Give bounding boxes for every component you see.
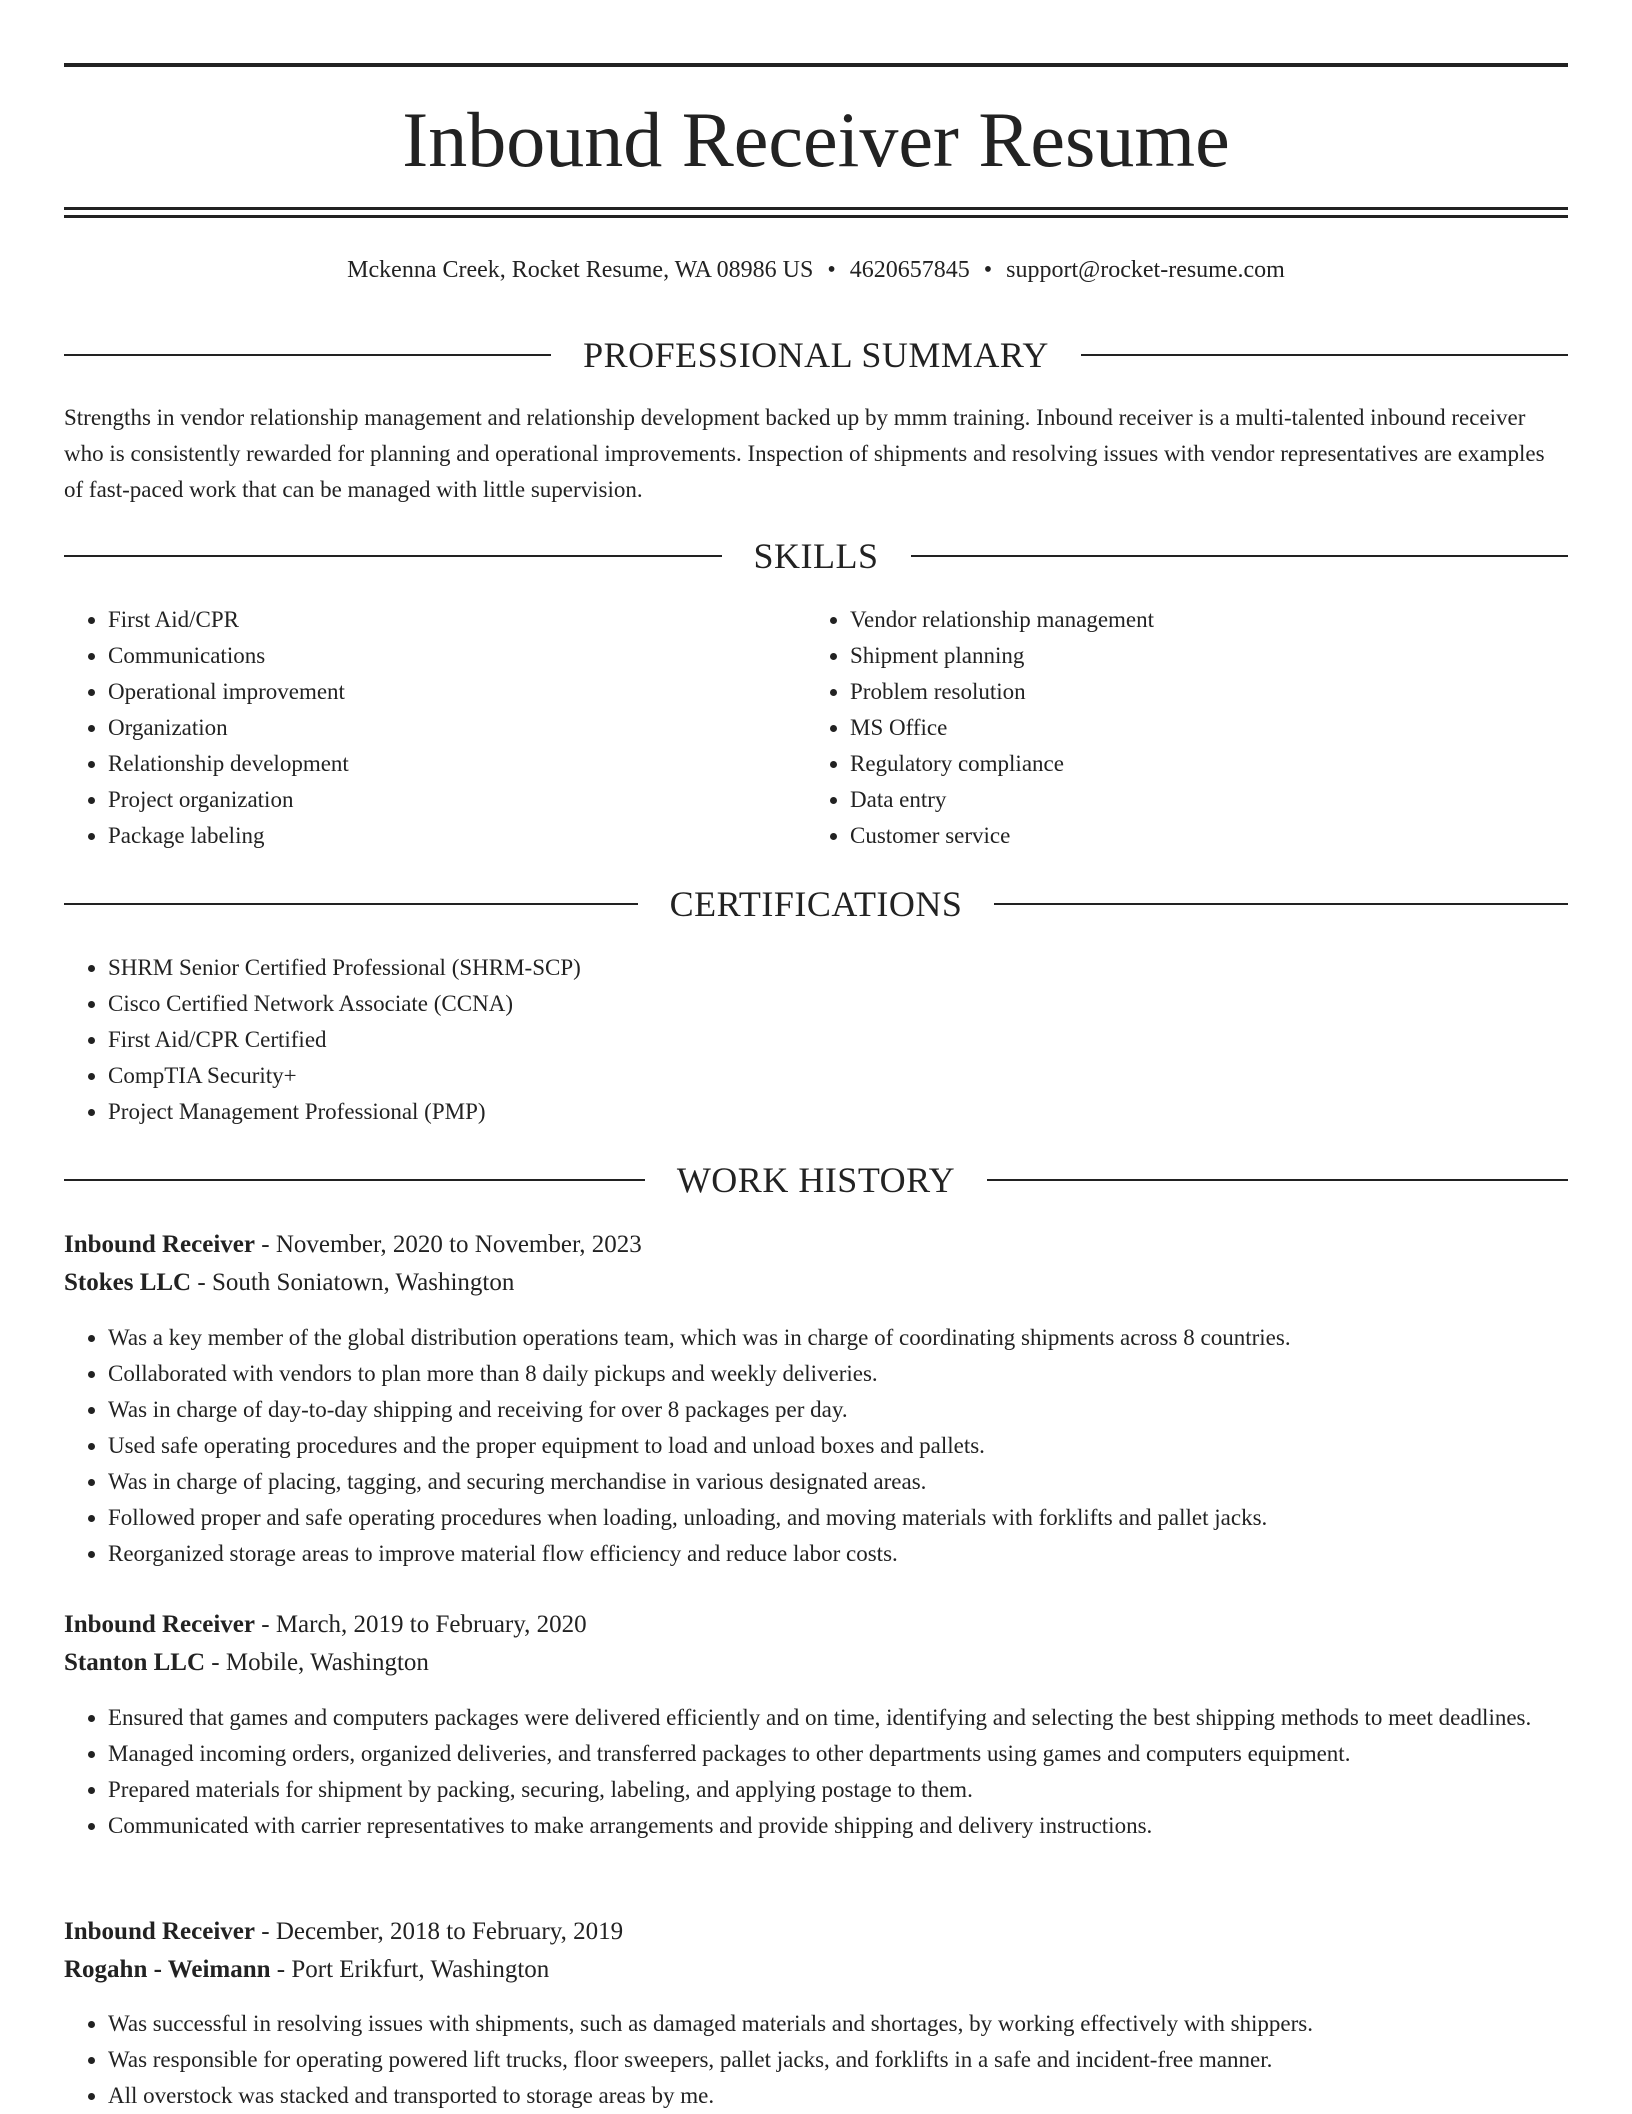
- job-bullet-item: • Collaborated with vendors to plan more than 8 daily pickups and weekly deliveries.: [108, 1356, 1568, 1392]
- contact-phone: 4620657845: [849, 257, 970, 283]
- heading-rule: [64, 903, 638, 905]
- heading-rule: [64, 1179, 645, 1181]
- skill-item: • Project organization: [108, 782, 808, 818]
- job-dash: -: [270, 1956, 292, 1983]
- job-dash: -: [254, 1231, 276, 1258]
- contact-line: [64, 254, 1568, 286]
- job-bullet-item: • Reorganized storage areas to improve material flow efficiency and reduce labor costs.: [108, 1536, 1568, 1572]
- skills-heading: [64, 534, 1568, 578]
- job-bullet-item: • Was a key member of the global distribution operations team, which was in charge of coordinating shipments across 8 countries.: [108, 1320, 1568, 1356]
- job-title: Inbound Receiver: [64, 1611, 255, 1638]
- certification-item: • Project Management Professional (PMP): [108, 1094, 1568, 1130]
- job-bullet-item: • Ensured that games and computers packages were delivered efficiently and on time, identifying and selecting the best shipping methods to meet deadlines.: [108, 1700, 1568, 1736]
- job-dates: March, 2019 to February, 2020: [275, 1611, 587, 1638]
- contact-address: Mckenna Creek, Rocket Resume, WA 08986 US: [347, 257, 814, 283]
- skill-item: • Customer service: [850, 818, 1612, 854]
- job-dash: -: [205, 1649, 226, 1676]
- skill-item: • Relationship development: [108, 746, 808, 782]
- certification-item: • Cisco Certified Network Associate (CCNA): [108, 986, 1568, 1022]
- skills-list-left: [64, 602, 808, 854]
- contact-email: support@rocket-resume.com: [1006, 257, 1285, 283]
- job-title: Inbound Receiver: [64, 1231, 255, 1258]
- job-dash: -: [191, 1269, 212, 1296]
- heading-rule: [1081, 354, 1568, 356]
- summary-text: Strengths in vendor relationship management and relationship development backed up by mmm training. Inbound receiver is a multi-talented inbound receiver who is consistently rewarded for planning and operational improvements. Inspection of shipments and resolving issues with vendor representatives are examples of fast-paced work that can be managed with little supervision.: [64, 405, 1545, 502]
- page-title: Inbound Receiver Resume: [402, 96, 1230, 183]
- job-bullet-item: • Used safe operating procedures and the proper equipment to load and unload boxes and pallets.: [108, 1428, 1568, 1464]
- job-bullet-item: • Was responsible for operating powered lift trucks, floor sweepers, pallet jacks, and forklifts in a safe and incident-free manner.: [108, 2042, 1568, 2078]
- job-bullets: [64, 1320, 1568, 1572]
- job-dash: -: [254, 1611, 276, 1638]
- heading-rule: [64, 354, 551, 356]
- job-bullet-item: • Was in charge of placing, tagging, and securing merchandise in various designated areas.: [108, 1464, 1568, 1500]
- skill-item: • Operational improvement: [108, 674, 808, 710]
- skill-item: • Communications: [108, 638, 808, 674]
- job-company-line: [64, 1951, 1568, 1989]
- skill-item: • Package labeling: [108, 818, 808, 854]
- job-company: Stanton LLC: [64, 1649, 206, 1676]
- job-title: Inbound Receiver: [64, 1918, 255, 1945]
- skill-item: • Problem resolution: [850, 674, 1612, 710]
- skills-heading-label: SKILLS: [753, 536, 879, 576]
- top-rule: [64, 63, 1568, 67]
- job-dates: November, 2020 to November, 2023: [275, 1231, 642, 1258]
- job-title-line: [64, 1913, 1568, 1951]
- job-location: South Soniatown, Washington: [211, 1269, 515, 1296]
- summary-heading-label: PROFESSIONAL SUMMARY: [583, 335, 1049, 375]
- job-dates: December, 2018 to February, 2019: [275, 1918, 624, 1945]
- certifications-heading: [64, 882, 1568, 926]
- job-bullets: [64, 1700, 1568, 1844]
- skill-item: • Shipment planning: [850, 638, 1612, 674]
- certification-item: • SHRM Senior Certified Professional (SHRM-SCP): [108, 950, 1568, 986]
- skill-item: • Organization: [108, 710, 808, 746]
- certifications-heading-label: CERTIFICATIONS: [669, 884, 963, 924]
- job-bullet-item: • Managed incoming orders, organized deliveries, and transferred packages to other departments using games and computers equipment.: [108, 1736, 1568, 1772]
- job-bullet-item: • Communicated with carrier representatives to make arrangements and provide shipping and delivery instructions.: [108, 1808, 1568, 1844]
- job-bullets: [64, 2006, 1568, 2114]
- job-company-line: [64, 1644, 1568, 1682]
- contact-separator: •: [827, 257, 836, 283]
- skills-list-right: [806, 602, 1612, 854]
- skill-item: • Data entry: [850, 782, 1612, 818]
- job-bullet-item: • Followed proper and safe operating procedures when loading, unloading, and moving materials with forklifts and pallet jacks.: [108, 1500, 1568, 1536]
- skill-item: • First Aid/CPR: [108, 602, 808, 638]
- work-history-heading: [64, 1158, 1568, 1202]
- job-bullet-item: • Prepared materials for shipment by packing, securing, labeling, and applying postage to them.: [108, 1772, 1568, 1808]
- job-title-line: [64, 1606, 1568, 1644]
- job-location: Mobile, Washington: [225, 1649, 429, 1676]
- heading-rule: [64, 555, 722, 557]
- job-bullet-item: • All overstock was stacked and transported to storage areas by me.: [108, 2078, 1568, 2114]
- title-rule-upper: [64, 207, 1568, 210]
- job-company: Stokes LLC: [64, 1269, 192, 1296]
- job-company-line: [64, 1264, 1568, 1302]
- work-history-heading-label: WORK HISTORY: [676, 1160, 956, 1200]
- certification-item: • CompTIA Security+: [108, 1058, 1568, 1094]
- skill-item: • MS Office: [850, 710, 1612, 746]
- title-rule-lower: [64, 215, 1568, 218]
- contact-separator: •: [983, 257, 993, 283]
- job-bullet-item: • Was in charge of day-to-day shipping and receiving for over 8 packages per day.: [108, 1392, 1568, 1428]
- job-company: Rogahn - Weimann: [64, 1956, 271, 1983]
- summary-heading: [64, 333, 1568, 377]
- certification-item: • First Aid/CPR Certified: [108, 1022, 1568, 1058]
- skill-item: • Regulatory compliance: [850, 746, 1612, 782]
- job-dash: -: [254, 1918, 276, 1945]
- heading-rule: [987, 1179, 1568, 1181]
- heading-rule: [994, 903, 1568, 905]
- skill-item: • Vendor relationship management: [850, 602, 1612, 638]
- heading-rule: [911, 555, 1569, 557]
- job-title-line: [64, 1226, 1568, 1264]
- job-bullet-item: • Was successful in resolving issues with shipments, such as damaged materials and shortages, by working effectively with shippers.: [108, 2006, 1568, 2042]
- certifications-list: [64, 950, 1568, 1130]
- job-location: Port Erikfurt, Washington: [291, 1956, 550, 1983]
